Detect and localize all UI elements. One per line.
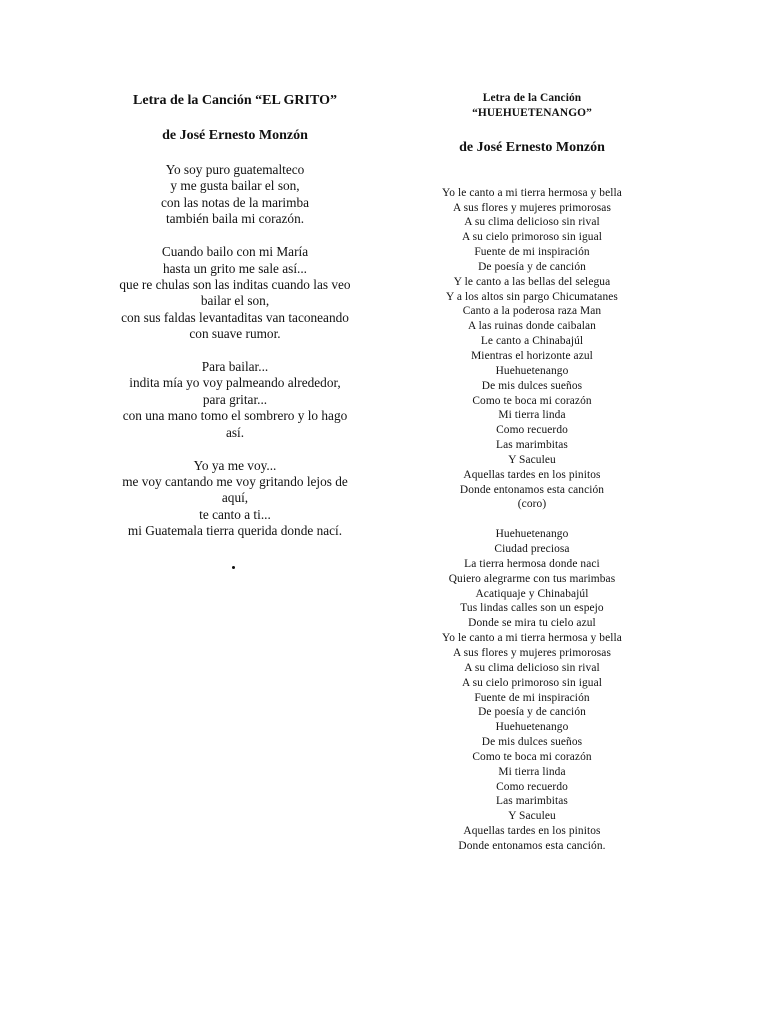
lyric-line: hasta un grito me sale así... [162,260,307,276]
lyric-line: A sus flores y mujeres primorosas [452,647,611,659]
lyric-line: Y a los altos sin pargo Chicumatanes [446,290,618,303]
song-title [420,91,644,121]
lyric-line: Huehuetenango [495,364,569,377]
lyric-line: indita mía yo voy palmeando alrededor, [129,375,341,391]
song-title-line: “HUEHUETENANGO” [472,106,592,119]
song-author: de José Ernesto Monzón [162,128,308,143]
lyric-line: A las ruinas donde caibalan [468,320,596,333]
lyric-line: Y Saculeu [508,453,556,466]
stanza [107,162,363,228]
lyric-line: aquí, [221,490,249,506]
lyric-line: De mis dulces sueños [481,736,583,749]
lyric-line: y me gusta bailar el son, [170,178,300,194]
lyric-line: así. [225,424,245,440]
lyric-line: Aquellas tardes en los pinitos [463,468,601,481]
lyric-line: Como te boca mi corazón [472,394,592,407]
stanza [420,527,644,854]
song-title-line: Letra de la Canción [482,92,582,104]
lyric-line: Como recuerdo [496,780,568,793]
lyric-line: Fuente de mi inspiración [474,246,590,259]
stanza [107,458,363,540]
lyric-line: Las marimbitas [496,439,568,452]
lyric-line: Aquellas tardes en los pinitos [463,825,601,838]
lyric-line: A su cielo primoroso sin igual [462,676,602,689]
lyric-line: Donde entonamos esta canción [459,483,605,496]
lyric-line: De poesía y de canción [478,706,586,719]
lyric-line: Como te boca mi corazón [472,750,592,763]
stanza [107,244,363,342]
lyric-line: Como recuerdo [496,424,568,437]
lyric-line: Yo soy puro guatemalteco [165,162,305,177]
lyric-line: Huehuetenango [495,528,569,541]
lyric-line: Huehuetenango [495,721,569,734]
lyric-line: Le canto a Chinabajúl [480,335,584,348]
lyric-line: Mi tierra linda [498,409,566,422]
song-title: Letra de la Canción “EL GRITO” [133,93,337,108]
lyric-line: A su cielo primoroso sin igual [462,231,602,244]
lyric-line: que re chulas son las inditas cuando las veo [119,276,351,292]
lyric-line: Tus lindas calles son un espejo [460,602,604,615]
lyric-line: Y le canto a las bellas del selegua [453,275,611,288]
lyric-line: con las notas de la marimba [160,194,310,210]
lyric-line: Las marimbitas [496,795,568,808]
lyrics [420,186,644,854]
lyric-line: A su clima delicioso sin rival [464,216,600,229]
lyric-line: Canto a la poderosa raza Man [462,305,602,318]
lyric-line: A sus flores y mujeres primorosas [452,201,611,214]
lyric-line: Para bailar... [201,359,269,375]
lyric-line: mi Guatemala tierra querida donde nací. [127,523,343,539]
lyric-line: De mis dulces sueños [481,379,583,392]
lyric-line: Acatiquaje y Chinabajúl [475,587,589,600]
song-author: de José Ernesto Monzón [459,139,605,155]
lyric-line: Cuando bailo con mi María [161,244,309,260]
lyric-line: con suave rumor. [189,326,281,342]
song-el-grito [107,92,363,540]
lyric-line: Yo le canto a mi tierra hermosa y bella [442,632,622,645]
lyric-line: Mientras el horizonte azul [471,349,593,362]
lyric-line: Donde entonamos esta canción. [458,839,606,852]
lyrics [107,162,363,540]
lyric-line: para gritar... [202,391,268,407]
bullet-dot [232,566,235,569]
lyric-line: De poesía y de canción [478,260,586,273]
lyric-line: Ciudad preciosa [494,543,570,556]
lyric-line: con sus faldas levantaditas van taconeando [121,309,349,325]
lyric-line: Fuente de mi inspiración [474,691,590,704]
lyric-line: Yo le canto a mi tierra hermosa y bella [442,186,622,199]
lyric-line: Donde se mira tu cielo azul [468,617,596,630]
stanza [107,359,363,441]
lyric-line: Yo ya me voy... [193,457,277,473]
stanza [420,186,644,513]
lyric-line: Quiero alegrarme con tus marimbas [448,572,616,585]
song-huehuetenango [420,91,644,854]
lyric-line: te canto a ti... [199,506,271,522]
lyric-line: La tierra hermosa donde naci [464,557,600,570]
lyric-line: también baila mi corazón. [165,211,305,227]
lyric-line: Y Saculeu [508,810,556,823]
lyric-line: Mi tierra linda [498,765,566,778]
lyric-line: con una mano tomo el sombrero y lo hago [122,408,348,424]
lyric-line: (coro) [517,498,547,511]
lyric-line: me voy cantando me voy gritando lejos de [122,474,348,489]
lyric-line: bailar el son, [200,293,270,309]
lyric-line: A su clima delicioso sin rival [464,661,600,674]
